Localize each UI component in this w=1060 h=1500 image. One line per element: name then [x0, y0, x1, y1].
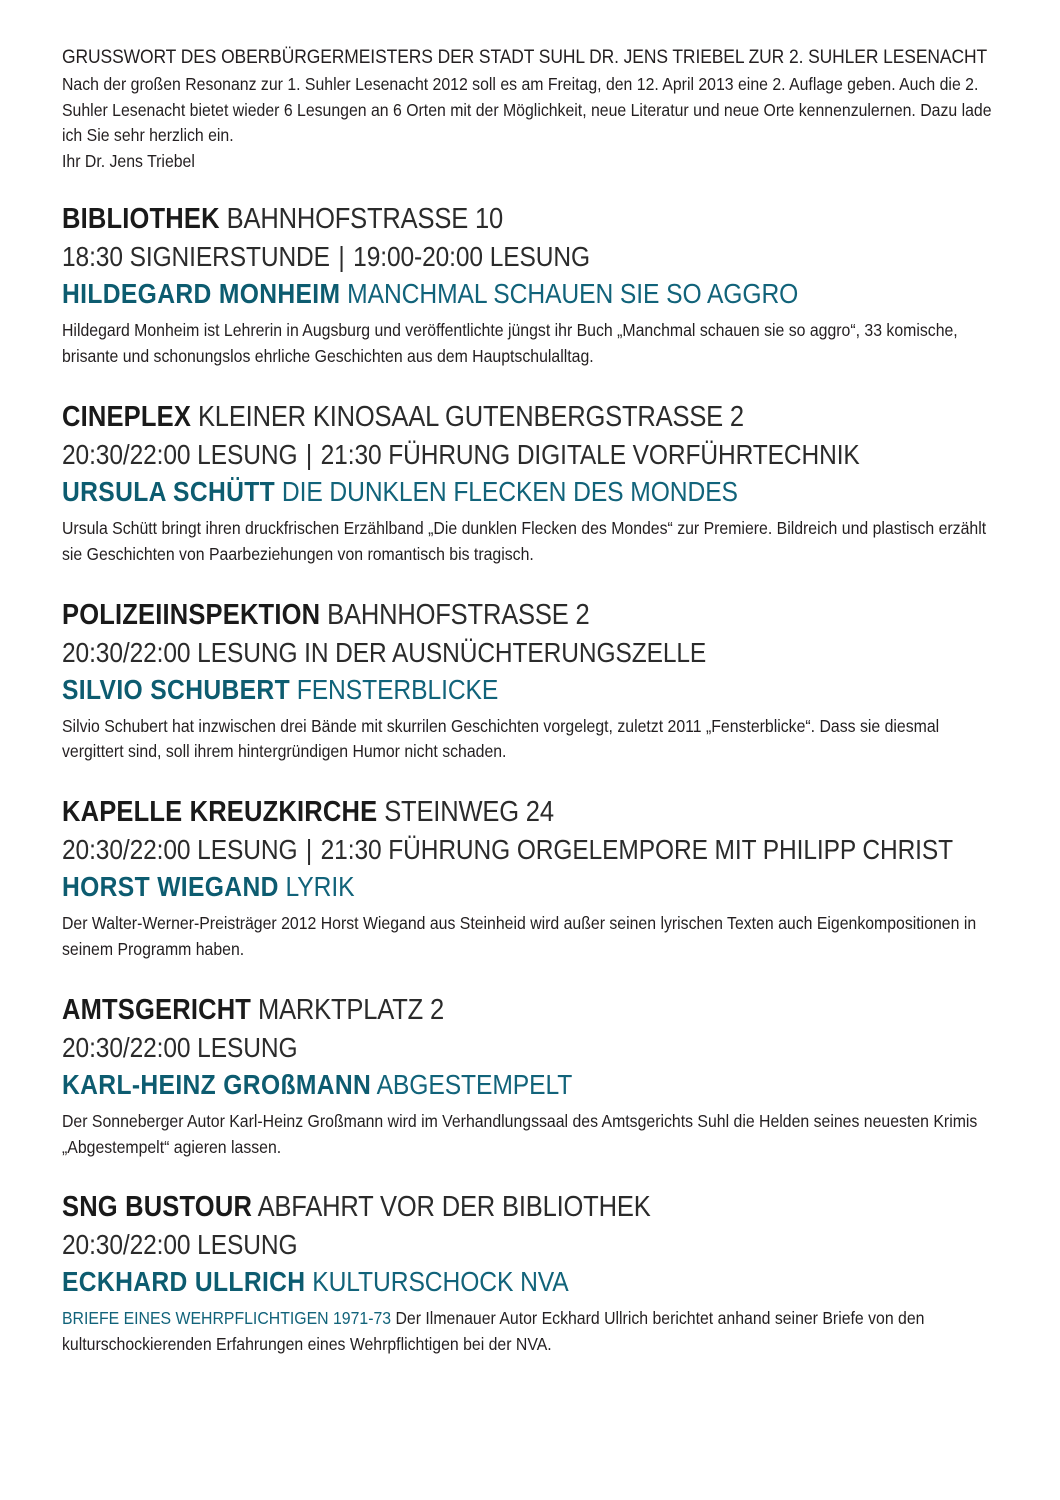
- event-time-line: [62, 1029, 1000, 1066]
- event-venue-address: MARKTPLATZ 2: [257, 993, 445, 1026]
- event-time-second: 19:00-20:00 LESUNG: [353, 241, 590, 273]
- event-time-second: 21:30 FÜHRUNG ORGELEMPORE MIT PHILIPP CHRIST: [320, 834, 954, 866]
- event-time-separator: |: [299, 438, 319, 470]
- event-author-line: [62, 1263, 1000, 1301]
- event-venue-address: BAHNHOFSTRASSE 10: [226, 203, 504, 236]
- event-venue-line: [62, 398, 1000, 436]
- event-description: [62, 911, 1000, 963]
- event-venue-address: BAHNHOFSTRASSE 2: [327, 598, 590, 631]
- event-time-first: 20:30/22:00 LESUNG: [62, 1229, 298, 1261]
- event-description-text: Silvio Schubert hat inzwischen drei Bände mit skurrilen Geschichten vorgelegt, zuletzt 2011 „Fensterblicke“. Dass sie diesmal vergittert sind, soll ihrem hintergründigen Humor nicht schaden.: [62, 715, 940, 762]
- event-description: [62, 1109, 1000, 1161]
- event-work-title: DIE DUNKLEN FLECKEN DES MONDES: [281, 475, 738, 507]
- event-author-name: URSULA SCHÜTT: [62, 475, 276, 507]
- event-venue-line: [62, 991, 1000, 1029]
- event-description-text: Der Ilmenauer Autor Eckhard Ullrich berichtet anhand seiner Briefe von den kulturschockierenden Erfahrungen eines Wehrpflichtigen bei der NVA.: [62, 1308, 925, 1355]
- author-space: [290, 674, 297, 705]
- event-venue-line: [62, 793, 1000, 831]
- event-venue-line: [62, 200, 1000, 238]
- event-block: [62, 398, 1000, 568]
- event-author-line: [62, 868, 1000, 906]
- event-block: [62, 200, 1000, 370]
- event-venue-line: [62, 596, 1000, 634]
- event-time-line: [62, 634, 1000, 671]
- event-time-separator: |: [299, 834, 319, 866]
- event-time-first: 18:30 SIGNIERSTUNDE: [62, 241, 330, 273]
- event-description: [62, 1306, 1000, 1358]
- event-venue-name: KAPELLE KREUZKIRCHE: [62, 796, 378, 829]
- greeting-section: [62, 44, 1000, 174]
- event-author-name: ECKHARD ULLRICH: [62, 1266, 306, 1298]
- event-time-line: [62, 238, 1000, 275]
- author-space: [275, 476, 282, 507]
- event-venue-name: BIBLIOTHEK: [62, 203, 220, 236]
- event-venue-name: SNG BUSTOUR: [62, 1191, 253, 1224]
- event-block: [62, 596, 1000, 766]
- event-description: [62, 318, 1000, 370]
- event-venue-name: CINEPLEX: [62, 400, 192, 433]
- event-description-text: Ursula Schütt bringt ihren druckfrischen Erzählband „Die dunklen Flecken des Mondes“ zur Premiere. Bildreich und plastisch erzählt sie Geschichten von Paarbeziehungen von romantisch bis tragisch.: [62, 517, 987, 564]
- event-venue-name: POLIZEIINSPEKTION: [62, 598, 321, 631]
- event-block: [62, 991, 1000, 1161]
- event-venue-line: [62, 1188, 1000, 1226]
- event-time-line: [62, 831, 1000, 868]
- event-time-first: 20:30/22:00 LESUNG: [62, 834, 298, 866]
- event-time-second: 21:30 FÜHRUNG DIGITALE VORFÜHRTECHNIK: [320, 438, 860, 470]
- event-description-lead: BRIEFE EINES WEHRPFLICHTIGEN 1971-73: [62, 1308, 396, 1329]
- events-list: [62, 200, 1000, 1358]
- event-description-text: Der Walter-Werner-Preisträger 2012 Horst Wiegand aus Steinheid wird außer seinen lyrischen Texten auch Eigenkompositionen in seinem Programm haben.: [62, 913, 977, 959]
- event-work-title: LYRIK: [285, 871, 355, 903]
- event-time-first: 20:30/22:00 LESUNG: [62, 438, 298, 470]
- event-work-title: MANCHMAL SCHAUEN SIE SO AGGRO: [347, 278, 799, 310]
- event-block: [62, 793, 1000, 963]
- event-author-name: HORST WIEGAND: [62, 871, 279, 903]
- greeting-body: Nach der großen Resonanz zur 1. Suhler Lesenacht 2012 soll es am Freitag, den 12. April 2013 eine 2. Auflage geben. Auch die 2. Suhler Lesenacht bietet wieder 6 Lesungen an 6 Orten mit der Möglichkeit, neue Literatur und neue Orte kennenzulernen. Dazu lade ich Sie sehr herzlich ein.: [62, 74, 992, 146]
- event-author-name: HILDEGARD MONHEIM: [62, 278, 341, 310]
- event-work-title: FENSTERBLICKE: [296, 673, 499, 705]
- author-space: [279, 871, 286, 902]
- greeting-title: GRUSSWORT DES OBERBÜRGERMEISTERS DER STADT SUHL DR. JENS TRIEBEL ZUR 2. SUHLER LESENACHT: [62, 46, 988, 68]
- event-author-line: [62, 1066, 1000, 1104]
- event-time-line: [62, 1226, 1000, 1263]
- event-author-line: [62, 671, 1000, 709]
- event-time-separator: |: [331, 241, 352, 273]
- event-description-text: Der Sonneberger Autor Karl-Heinz Großmann wird im Verhandlungssaal des Amtsgerichts Suhl die Helden seines neuesten Krimis „Abgestempelt“ agieren lassen.: [62, 1110, 978, 1157]
- event-venue-address: KLEINER KINOSAAL GUTENBERGSTRASSE 2: [197, 400, 744, 433]
- venue-space: [191, 401, 198, 433]
- event-author-line: [62, 275, 1000, 313]
- event-description: [62, 516, 1000, 568]
- greeting-signature: Ihr Dr. Jens Triebel: [62, 150, 195, 171]
- event-time-first: 20:30/22:00 LESUNG: [62, 1031, 298, 1063]
- event-block: [62, 1188, 1000, 1358]
- event-author-name: KARL-HEINZ GROßMANN: [62, 1068, 372, 1100]
- event-description: [62, 714, 1000, 766]
- event-author-name: SILVIO SCHUBERT: [62, 673, 290, 705]
- event-author-line: [62, 473, 1000, 511]
- event-venue-address: STEINWEG 24: [384, 796, 554, 829]
- venue-space: [251, 994, 258, 1026]
- event-time-line: [62, 436, 1000, 473]
- event-description-text: Hildegard Monheim ist Lehrerin in Augsburg und veröffentlichte jüngst ihr Buch „Manchmal schauen sie so aggro“, 33 komische, brisante und schonungslos ehrliche Geschichten aus dem Hauptschulalltag.: [62, 320, 958, 367]
- event-venue-address: ABFAHRT VOR DER BIBLIOTHEK: [257, 1191, 651, 1224]
- event-work-title: ABGESTEMPELT: [376, 1068, 573, 1100]
- event-work-title: KULTURSCHOCK NVA: [312, 1266, 569, 1298]
- event-venue-name: AMTSGERICHT: [62, 993, 252, 1026]
- event-time-first: 20:30/22:00 LESUNG IN DER AUSNÜCHTERUNGSZELLE: [62, 636, 707, 668]
